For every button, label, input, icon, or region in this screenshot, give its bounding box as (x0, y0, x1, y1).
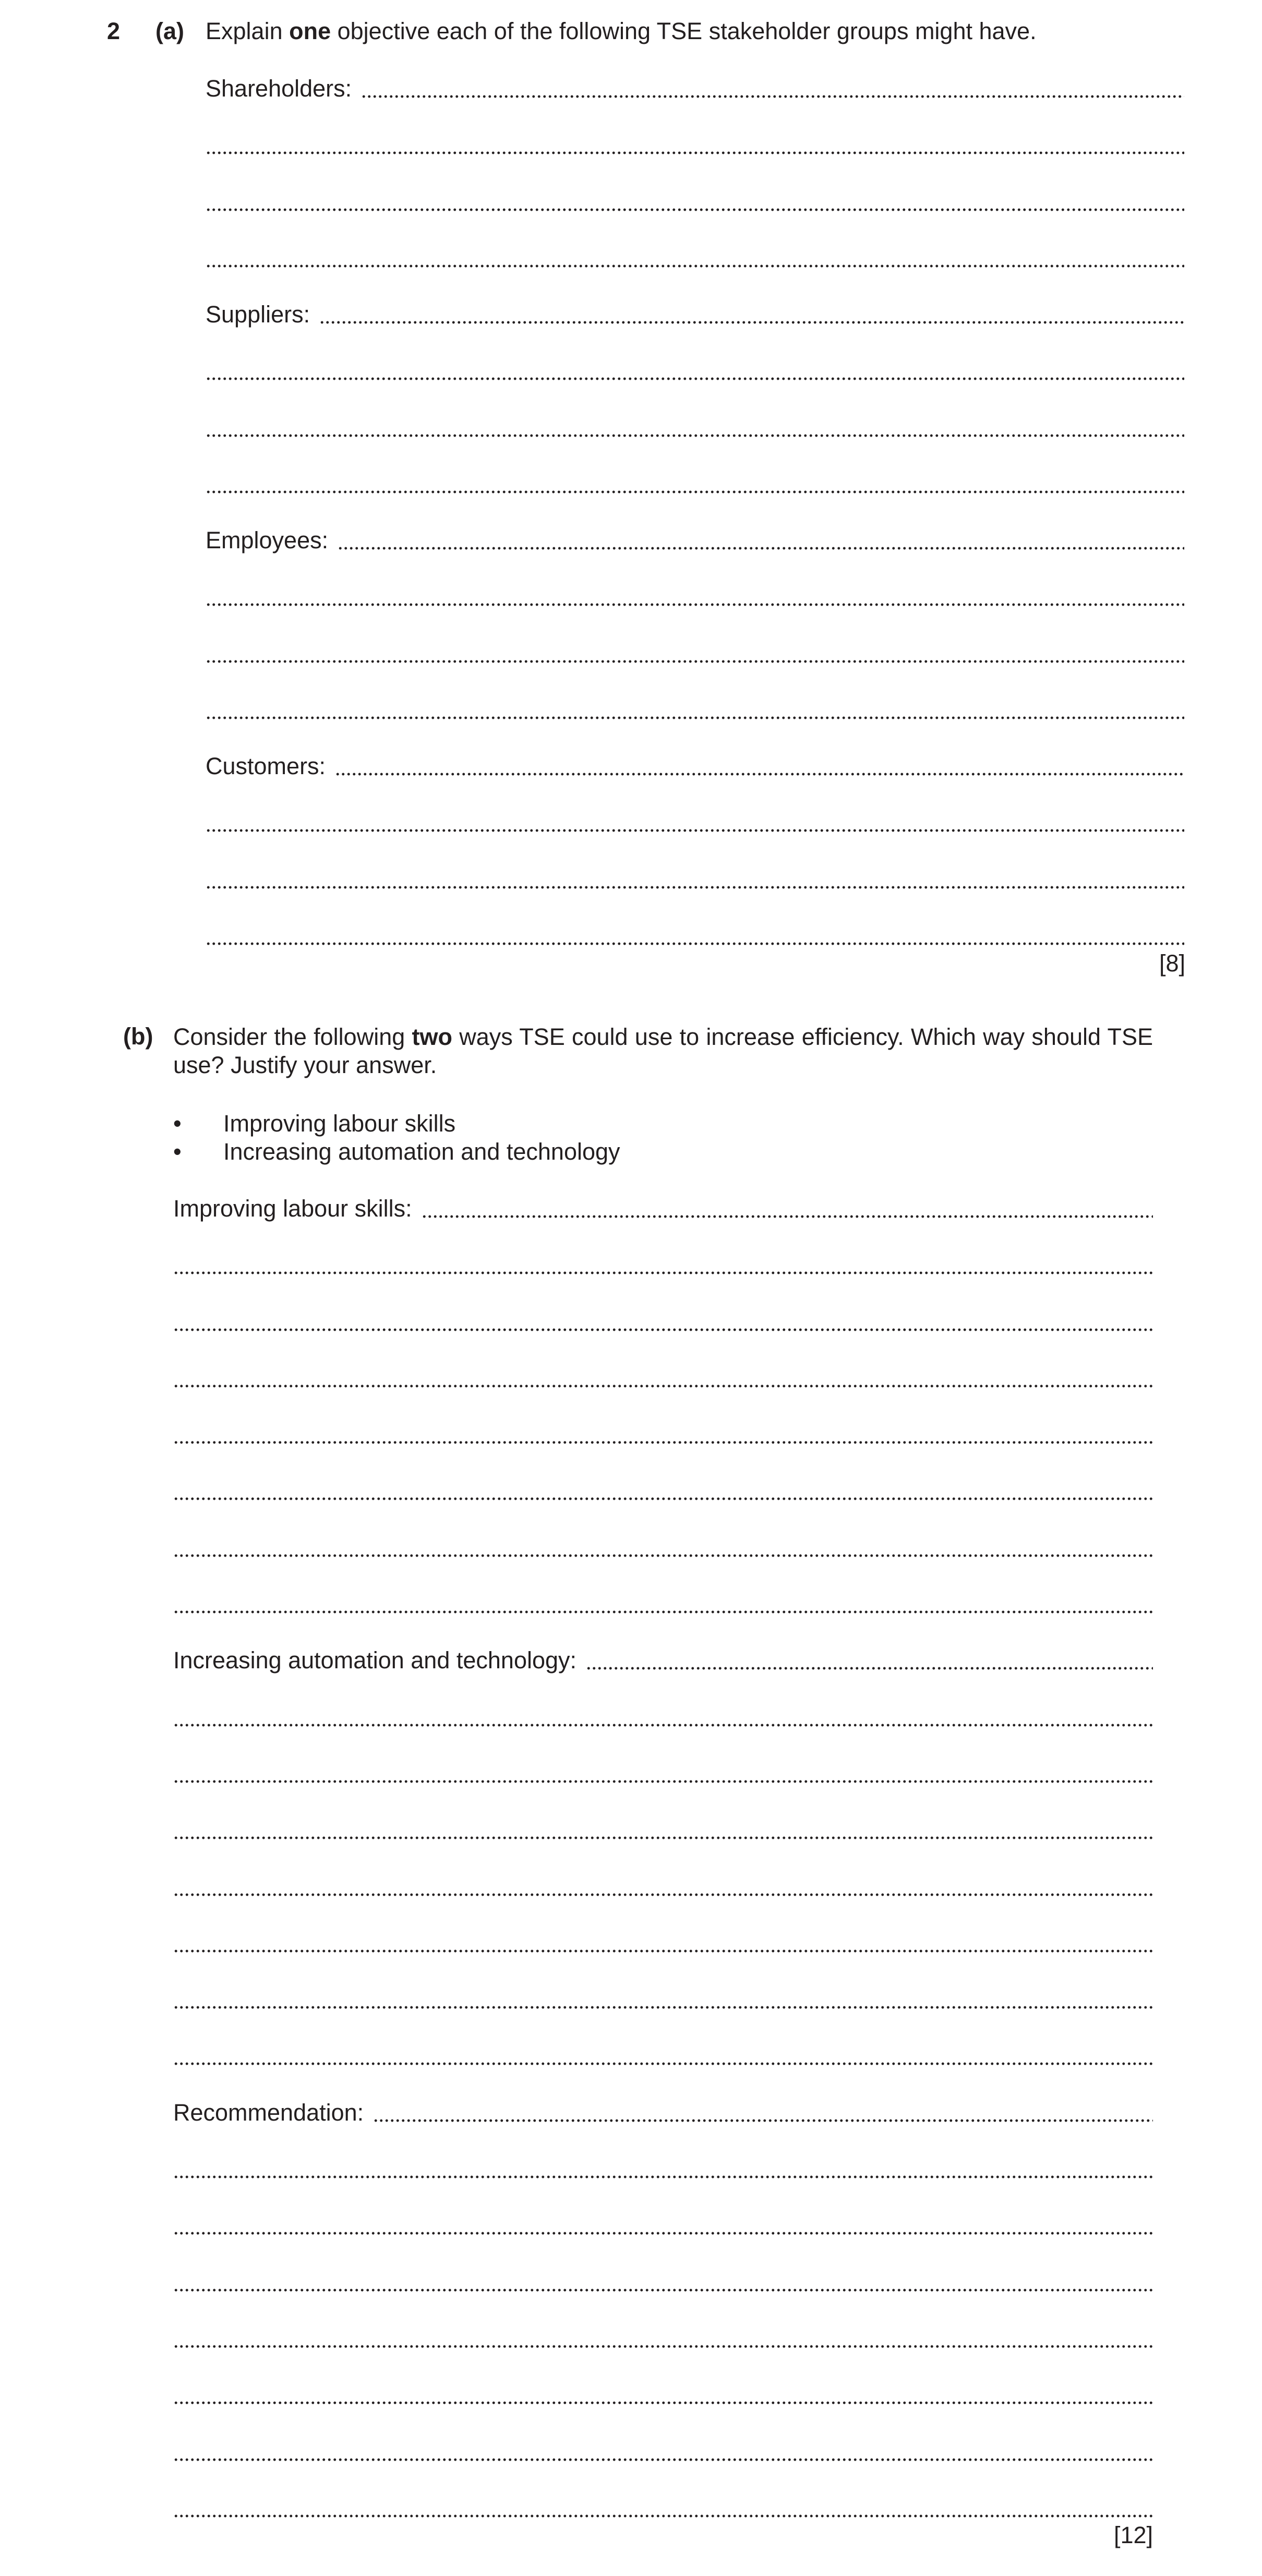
dotted-answer-line[interactable] (206, 827, 1184, 834)
answer-line-shareholders-label[interactable] (206, 75, 1184, 103)
dotted-answer-line[interactable] (373, 2117, 1153, 2124)
part-b-marks: [12] (1113, 2522, 1153, 2548)
answer-line[interactable] (173, 2381, 1153, 2409)
answer-line[interactable] (206, 244, 1184, 272)
dotted-answer-line[interactable] (173, 1835, 1153, 1841)
dotted-answer-line[interactable] (173, 1383, 1153, 1389)
section-label: Recommendation: (173, 2099, 364, 2126)
answer-line[interactable] (173, 1985, 1153, 2014)
dotted-answer-line[interactable] (173, 1948, 1153, 1954)
dotted-answer-line[interactable] (206, 432, 1184, 439)
answer-line[interactable] (173, 2494, 1153, 2522)
dotted-answer-line[interactable] (206, 658, 1184, 665)
part-a-label: (a) (155, 18, 184, 44)
dotted-answer-line[interactable] (173, 1722, 1153, 1728)
dotted-answer-line[interactable] (173, 1496, 1153, 1502)
dotted-answer-line[interactable] (319, 319, 1184, 326)
dotted-answer-line[interactable] (173, 2061, 1153, 2067)
part-a-marks: [8] (1159, 950, 1185, 977)
answer-line-recommendation-label[interactable] (173, 2099, 1153, 2127)
answer-line[interactable] (173, 1534, 1153, 1562)
answer-line[interactable] (173, 2042, 1153, 2070)
section-label: Improving labour skills: (173, 1195, 412, 1222)
answer-line[interactable] (173, 1477, 1153, 1505)
dotted-answer-line[interactable] (173, 2343, 1153, 2350)
dotted-answer-line[interactable] (173, 1892, 1153, 1898)
answer-line[interactable] (173, 1703, 1153, 1731)
dotted-answer-line[interactable] (206, 376, 1184, 382)
answer-line[interactable] (206, 414, 1184, 442)
stakeholder-label: Suppliers: (206, 301, 310, 328)
dotted-answer-line[interactable] (586, 1665, 1153, 1671)
dotted-answer-line[interactable] (361, 93, 1184, 100)
dotted-answer-line[interactable] (206, 884, 1184, 890)
dotted-answer-line[interactable] (206, 263, 1184, 269)
dotted-answer-line[interactable] (206, 489, 1184, 495)
dotted-answer-line[interactable] (173, 1552, 1153, 1559)
dotted-answer-line[interactable] (173, 2004, 1153, 2011)
bullet-symbol: • (173, 1138, 182, 1165)
dotted-answer-line[interactable] (173, 2287, 1153, 2293)
answer-line-suppliers-label[interactable] (206, 300, 1184, 329)
answer-line[interactable] (206, 640, 1184, 668)
bullet-text: Improving labour skills (223, 1110, 456, 1137)
answer-line[interactable] (206, 809, 1184, 837)
answer-line-employees-label[interactable] (206, 526, 1184, 555)
dotted-answer-line[interactable] (206, 715, 1184, 721)
part-a-prompt: Explain one objective each of the following TSE stakeholder groups might have. (206, 18, 1037, 44)
answer-line[interactable] (206, 131, 1184, 159)
question-number: 2 (107, 18, 121, 44)
dotted-answer-line[interactable] (173, 1270, 1153, 1276)
dotted-answer-line[interactable] (173, 2513, 1153, 2519)
dotted-answer-line[interactable] (206, 150, 1184, 156)
dotted-answer-line[interactable] (173, 1439, 1153, 1446)
part-b-label: (b) (123, 1023, 153, 1050)
dotted-answer-line[interactable] (173, 1609, 1153, 1615)
dotted-answer-line[interactable] (173, 2400, 1153, 2406)
part-b-prompt: Consider the following two ways TSE could use to increase efficiency. Which way should TSE use? Justify your answer. (173, 1024, 1153, 1078)
section-label: Increasing automation and technology: (173, 1647, 577, 1674)
dotted-answer-line[interactable] (173, 2230, 1153, 2236)
answer-line[interactable] (173, 1816, 1153, 1844)
answer-line[interactable] (206, 583, 1184, 611)
answer-line[interactable] (173, 2155, 1153, 2183)
answer-line[interactable] (173, 2268, 1153, 2296)
answer-line[interactable] (206, 922, 1184, 950)
dotted-answer-line[interactable] (206, 207, 1184, 213)
answer-line[interactable] (173, 1251, 1153, 1279)
answer-line[interactable] (173, 2211, 1153, 2240)
answer-line[interactable] (173, 1308, 1153, 1336)
answer-line-customers-label[interactable] (206, 752, 1184, 780)
bullet-symbol: • (173, 1110, 182, 1137)
dotted-answer-line[interactable] (173, 1778, 1153, 1785)
answer-line[interactable] (206, 357, 1184, 385)
answer-line[interactable] (206, 865, 1184, 894)
answer-line[interactable] (173, 1929, 1153, 1957)
dotted-answer-line[interactable] (206, 601, 1184, 608)
dotted-answer-line[interactable] (422, 1213, 1153, 1220)
dotted-answer-line[interactable] (335, 771, 1184, 777)
stakeholder-label: Customers: (206, 753, 326, 779)
dotted-answer-line[interactable] (173, 2174, 1153, 2180)
answer-line[interactable] (173, 1364, 1153, 1392)
answer-line[interactable] (206, 188, 1184, 216)
answer-line[interactable] (173, 2325, 1153, 2353)
stakeholder-label: Shareholders: (206, 75, 352, 102)
answer-line-labour-skills-label[interactable] (173, 1195, 1153, 1223)
dotted-answer-line[interactable] (173, 2457, 1153, 2463)
answer-line[interactable] (173, 1760, 1153, 1788)
bullet-text: Increasing automation and technology (223, 1138, 620, 1165)
dotted-answer-line[interactable] (338, 545, 1184, 551)
stakeholder-label: Employees: (206, 527, 329, 553)
answer-line[interactable] (173, 1590, 1153, 1618)
answer-line[interactable] (206, 696, 1184, 724)
answer-line[interactable] (173, 2438, 1153, 2466)
dotted-answer-line[interactable] (173, 1327, 1153, 1333)
answer-line[interactable] (206, 470, 1184, 498)
answer-line[interactable] (173, 1873, 1153, 1901)
answer-line[interactable] (173, 1421, 1153, 1449)
dotted-answer-line[interactable] (206, 941, 1184, 947)
answer-line-automation-label[interactable] (173, 1646, 1153, 1675)
